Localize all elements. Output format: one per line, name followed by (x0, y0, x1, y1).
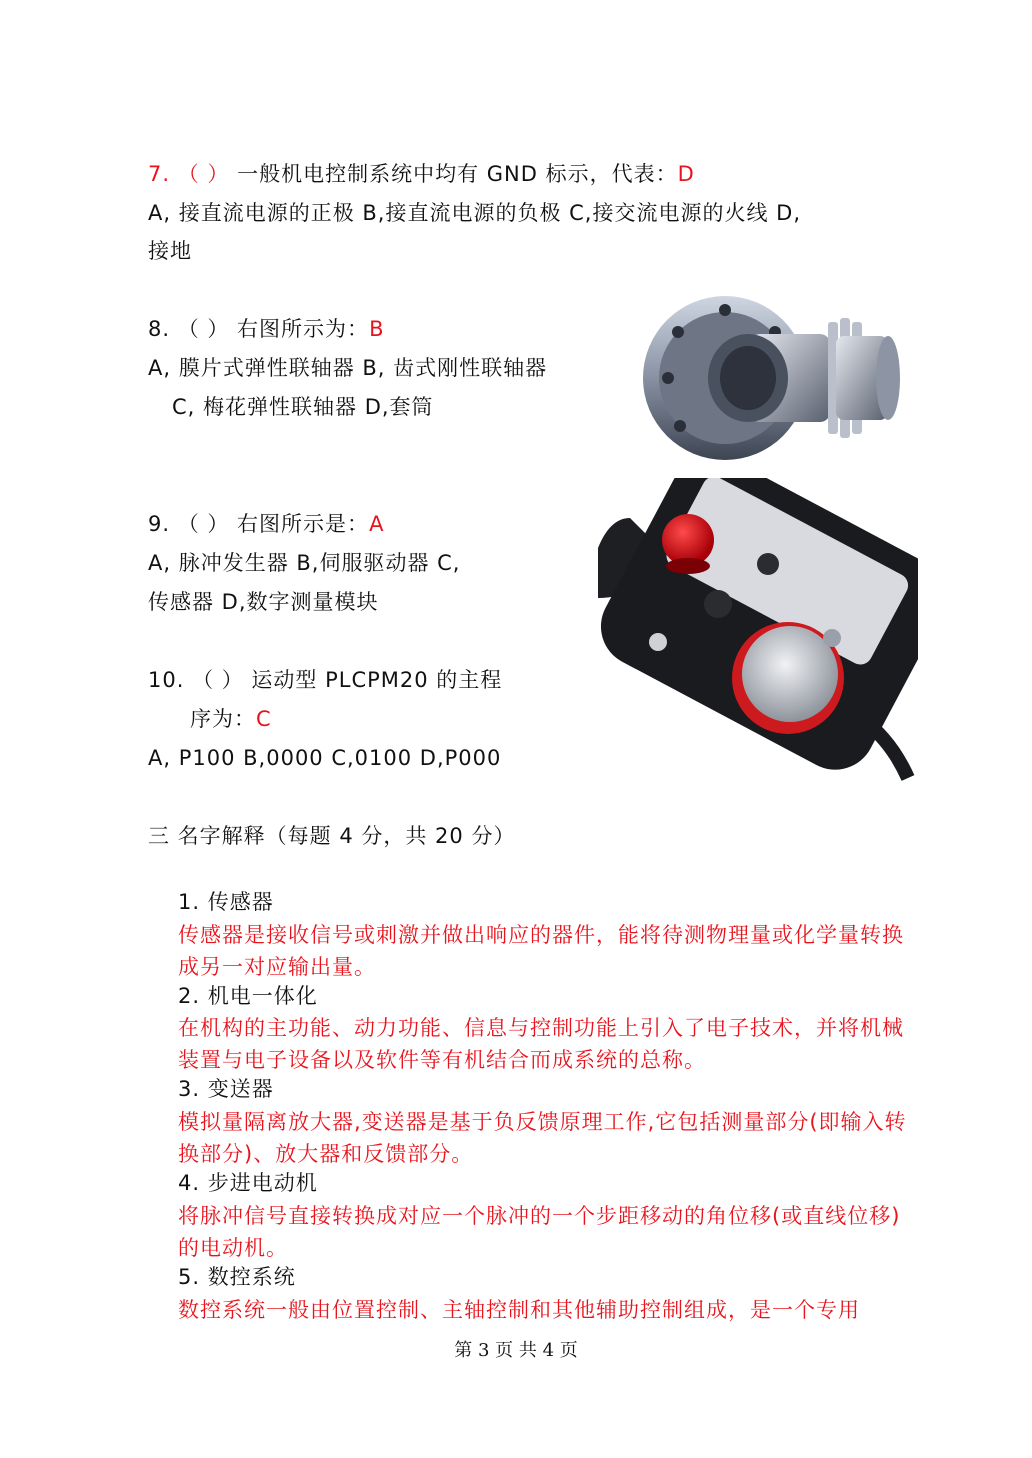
term-title: 2. 机电一体化 (178, 984, 318, 1008)
term-definition: 数控系统一般由位置控制、主轴控制和其他辅助控制组成，是一个专用 (178, 1298, 860, 1322)
term-title: 3. 变送器 (178, 1077, 274, 1101)
q9-stem-text: 9. （ ） 右图所示是： (148, 512, 370, 536)
term-title: 4. 步进电动机 (178, 1171, 318, 1195)
q7-stem (148, 160, 695, 188)
term-definition: 模拟量隔离放大器,变送器是基于负反馈原理工作,它包括测量部分(即输入转换部分)、放大器和反馈部分。 (178, 1110, 907, 1166)
q10-stem: 10. （ ） 运动型 PLCPM20 的主程 (148, 668, 503, 692)
q9-answer: A (369, 512, 385, 536)
section3-title: 三 名字解释（每题 4 分，共 20 分） (148, 824, 516, 848)
q8-options-line1: A, 膜片式弹性联轴器 B, 齿式刚性联轴器 (148, 356, 548, 380)
q8-answer: B (369, 317, 385, 341)
q7-options-line2: 接地 (148, 239, 192, 263)
q8-stem-text: 8. （ ） 右图所示为： (148, 317, 370, 341)
term-definition: 将脉冲信号直接转换成对应一个脉冲的一个步距移动的角位移(或直线位移) 的电动机。 (178, 1204, 901, 1260)
term-title: 5. 数控系统 (178, 1265, 296, 1289)
term-definition: 在机构的主功能、动力功能、信息与控制功能上引入了电子技术，并将机械装置与电子设备以及软件等有机结合而成系统的总称。 (178, 1016, 904, 1072)
q8-stem (148, 315, 384, 343)
q10-answer: C (256, 707, 272, 731)
page-footer: 第 3 页 共 4 页 (454, 1340, 578, 1361)
q9-options-line1: A, 脉冲发生器 B,伺服驱动器 C, (148, 551, 461, 575)
q7-number: 7. (148, 162, 171, 186)
term-title: 1. 传感器 (178, 890, 274, 914)
q9-options-line2: 传感器 D,数字测量模块 (148, 590, 379, 614)
handwheel-pulse-generator-photo (590, 478, 918, 804)
q7-paren: （ ） (177, 162, 230, 186)
term-definition: 传感器是接收信号或刺激并做出响应的器件，能将待测物理量或化学量转换成另一对应输出量。 (178, 923, 904, 979)
q9-stem (148, 510, 384, 538)
q10-options: A, P100 B,0000 C,0100 D,P000 (148, 746, 502, 770)
q10-stem-text2: 序为： (190, 707, 256, 731)
q8-options-line2: C, 梅花弹性联轴器 D,套筒 (172, 395, 434, 419)
q10-stem-line2 (190, 705, 272, 733)
q7-options-line1: A, 接直流电源的正极 B,接直流电源的负极 C,接交流电源的火线 D, (148, 201, 802, 225)
q7-answer: D (677, 162, 695, 186)
q7-stem-text: 一般机电控制系统中均有 GND 标示，代表： (237, 162, 678, 186)
gear-coupling-photo (640, 292, 902, 464)
